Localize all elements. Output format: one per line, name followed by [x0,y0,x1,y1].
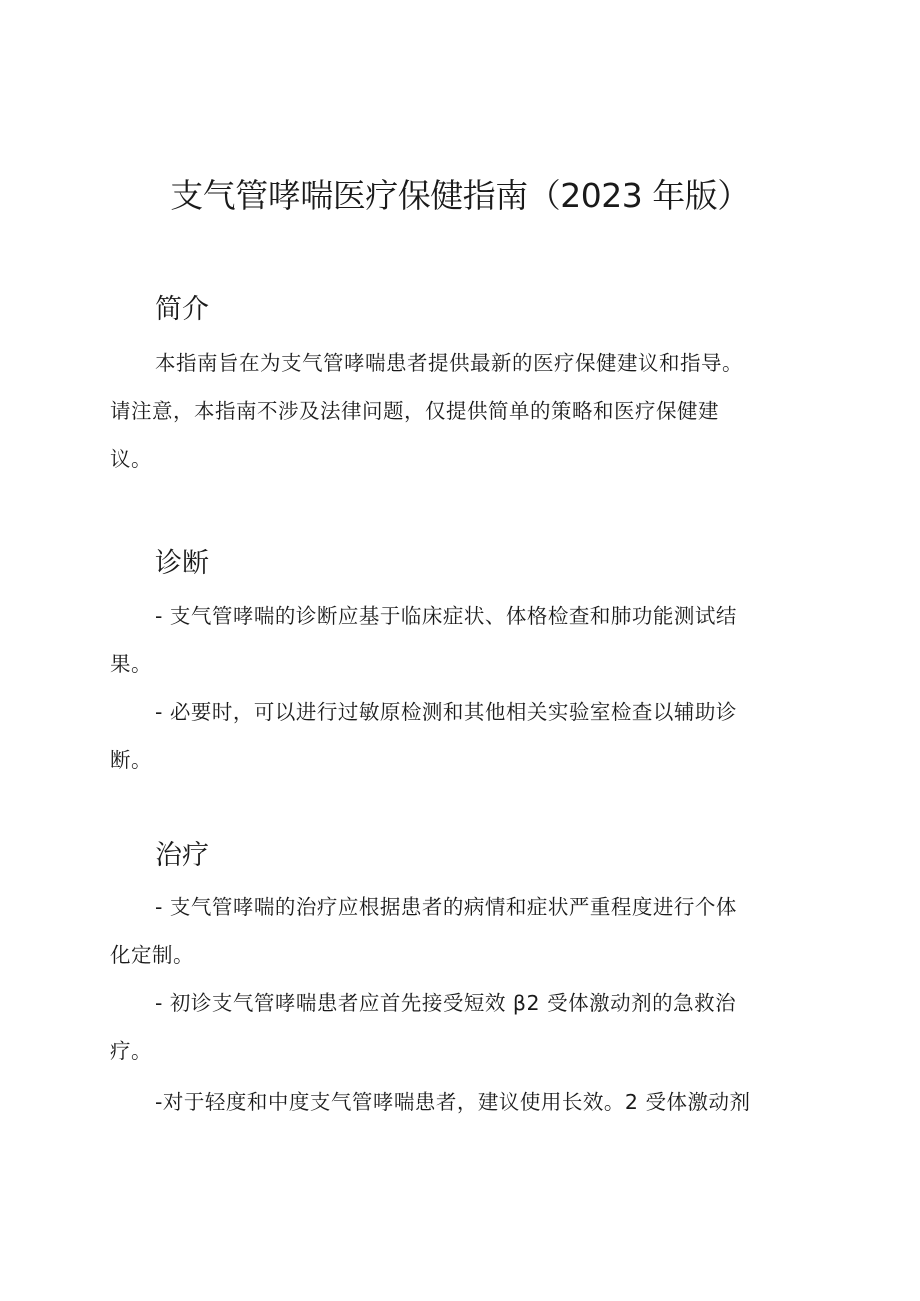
treatment-paragraph-2 [110,979,810,1075]
paragraph-line: 断。 [110,748,152,772]
paragraph-line: 本指南旨在为支气管哮喘患者提供最新的医疗保健建议和指导。 [155,351,743,375]
diagnosis-paragraph-1 [110,592,810,688]
paragraph-line: - 必要时，可以进行过敏原检测和其他相关实验室检查以辅助诊 [155,700,737,724]
paragraph-line: - 支气管哮喘的诊断应基于临床症状、体格检查和肺功能测试结 [155,604,737,628]
document-title: 支气管哮喘医疗保健指南（2023 年版） [170,176,750,215]
paragraph-line: - 初诊支气管哮喘患者应首先接受短效 β2 受体激动剂的急救治 [155,991,737,1015]
paragraph-line: 议。 [110,447,152,471]
paragraph-line: 果。 [110,652,152,676]
paragraph-line: - 支气管哮喘的治疗应根据患者的病情和症状严重程度进行个体 [155,895,737,919]
section-heading-treatment: 治疗 [155,840,209,871]
paragraph-line: 化定制。 [110,943,194,967]
paragraph-line: -对于轻度和中度支气管哮喘患者，建议使用长效。2 受体激动剂 [155,1090,751,1114]
section-heading-intro: 简介 [155,294,209,325]
paragraph-line: 疗。 [110,1039,152,1063]
intro-paragraph [110,339,810,483]
paragraph-line: 请注意，本指南不涉及法律问题，仅提供简单的策略和医疗保健建 [110,399,719,423]
section-heading-diagnosis: 诊断 [155,548,209,579]
treatment-paragraph-1 [110,883,810,979]
diagnosis-paragraph-2 [110,688,810,784]
treatment-paragraph-3 [110,1078,810,1126]
